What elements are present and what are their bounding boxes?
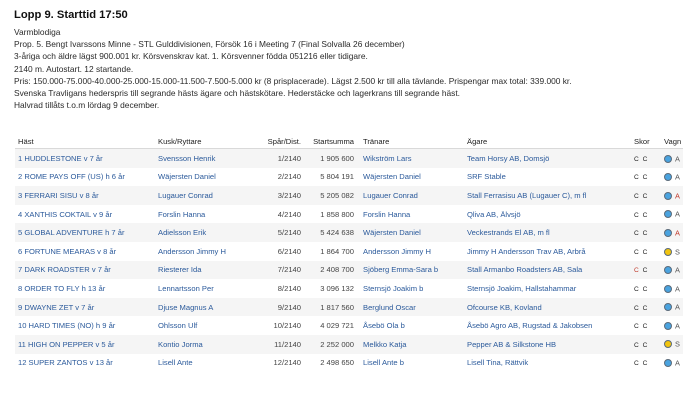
table-row (15, 354, 683, 373)
trainer-link[interactable]: Wäjersten Daniel (360, 223, 464, 242)
post-distance: 3/2140 (244, 186, 307, 205)
cart-cell (661, 261, 683, 280)
cart-cell (661, 354, 683, 373)
trainer-link[interactable]: Berglund Oscar (360, 298, 464, 317)
table-row (15, 335, 683, 354)
table-row (15, 298, 683, 317)
cart-grade: A (675, 284, 680, 294)
horse-link[interactable]: 3 FERRARI SISU v 8 år (15, 186, 155, 205)
earnings-value: 4 029 721 (307, 316, 360, 335)
post-distance: 5/2140 (244, 223, 307, 242)
cart-grade: A (675, 302, 680, 312)
shoes-cell (631, 242, 661, 261)
earnings-value: 2 498 650 (307, 354, 360, 373)
cart-dot-icon (664, 303, 672, 311)
race-line-category: Varmblodiga (14, 27, 61, 37)
cart-dot-icon (664, 359, 672, 367)
race-line-distance: 2140 m. Autostart. 12 startande. (14, 63, 134, 74)
col-post[interactable]: Spår/Dist. (244, 134, 307, 149)
driver-link[interactable]: Forslin Hanna (155, 205, 244, 224)
table-row (15, 168, 683, 187)
shoes-cell (631, 261, 661, 280)
horse-link[interactable]: 4 XANTHIS COKTAIL v 9 år (15, 205, 155, 224)
cart-grade: S (675, 247, 680, 257)
shoes-indicator: C C (634, 285, 649, 293)
post-distance: 1/2140 (244, 149, 307, 168)
earnings-value: 1 905 600 (307, 149, 360, 168)
col-horse[interactable]: Häst (15, 134, 155, 149)
cart-dot-icon (664, 173, 672, 181)
shoes-indicator: C C (634, 248, 649, 256)
post-distance: 9/2140 (244, 298, 307, 317)
shoes-cell (631, 205, 661, 224)
race-title: Lopp 9. Starttid 17:50 (14, 9, 128, 21)
earnings-value: 5 205 082 (307, 186, 360, 205)
post-distance: 11/2140 (244, 335, 307, 354)
driver-link[interactable]: Adielsson Erik (155, 223, 244, 242)
col-owner[interactable]: Ägare (464, 134, 631, 149)
earnings-value: 5 424 638 (307, 223, 360, 242)
shoes-indicator: C C (634, 211, 649, 219)
owner-link[interactable]: Qliva AB, Älvsjö (464, 205, 631, 224)
trainer-link[interactable]: Wäjersten Daniel (360, 168, 464, 187)
table-header-row (15, 134, 683, 149)
driver-link[interactable]: Svensson Henrik (155, 149, 244, 168)
cart-dot-icon (664, 285, 672, 293)
cart-dot-icon (664, 322, 672, 330)
horse-link[interactable]: 11 HIGH ON PEPPER v 5 år (15, 335, 155, 354)
post-distance: 12/2140 (244, 354, 307, 373)
cart-dot-icon (664, 155, 672, 163)
table-row (15, 149, 683, 168)
cart-grade: A (675, 209, 680, 219)
trainer-link[interactable]: Sjöberg Emma-Sara b (360, 261, 464, 280)
cart-cell (661, 186, 683, 205)
table-row (15, 223, 683, 242)
race-line-betting: Halvrad tillåts t.o.m lördag 9 december. (14, 100, 160, 111)
shoes-indicator: C C (634, 360, 649, 368)
race-line-proposition: Prop. 5. Bengt Ivarssons Minne - STL Gulddivisionen, Försök 16 i Meeting 7 (Final Solvalla 26 december) (14, 39, 405, 50)
driver-link[interactable]: Wäjersten Daniel (155, 168, 244, 187)
owner-link[interactable]: Veckestrands El AB, m fl (464, 223, 631, 242)
owner-link[interactable]: SRF Stable (464, 168, 631, 187)
horse-link[interactable]: 12 SUPER ZANTOS v 13 år (15, 354, 155, 373)
post-distance: 7/2140 (244, 261, 307, 280)
driver-link[interactable]: Ohlsson Ulf (155, 316, 244, 335)
trainer-link[interactable]: Sternsjö Joakim b (360, 279, 464, 298)
shoes-cell (631, 149, 661, 168)
cart-grade: A (675, 265, 680, 275)
driver-link[interactable]: Lisell Ante (155, 354, 244, 373)
cart-cell (661, 316, 683, 335)
cart-dot-icon (664, 229, 672, 237)
shoes-indicator: C C (634, 155, 649, 163)
owner-link[interactable]: Åsebö Agro AB, Rugstad & Jakobsen (464, 316, 631, 335)
col-earnings[interactable]: Startsumma (307, 134, 360, 149)
table-row (15, 242, 683, 261)
cart-grade: A (675, 228, 680, 238)
horse-link[interactable]: 8 ORDER TO FLY h 13 år (15, 279, 155, 298)
cart-dot-icon (664, 210, 672, 218)
earnings-value: 3 096 132 (307, 279, 360, 298)
horse-link[interactable]: 9 DWAYNE ZET v 7 år (15, 298, 155, 317)
driver-link[interactable]: Lugauer Conrad (155, 186, 244, 205)
cart-grade: A (675, 154, 680, 164)
shoes-indicator: C C (634, 323, 649, 331)
cart-grade: A (675, 358, 680, 368)
driver-link[interactable]: Riesterer Ida (155, 261, 244, 280)
table-row (15, 279, 683, 298)
post-distance: 4/2140 (244, 205, 307, 224)
shoes-cell (631, 316, 661, 335)
shoes-indicator: C C (634, 174, 649, 182)
owner-link[interactable]: Ofcourse KB, Kovland (464, 298, 631, 317)
cart-cell (661, 149, 683, 168)
shoes-cell (631, 186, 661, 205)
earnings-value: 1 817 560 (307, 298, 360, 317)
owner-link[interactable]: Stall Ferrasisu AB (Lugauer C), m fl (464, 186, 631, 205)
horse-link[interactable]: 1 HUDDLESTONE v 7 år (15, 149, 155, 168)
race-line-honors: Svenska Travligans hederspris till segrande hästs ägare och hästskötare. Hederstäcke och lagerkrans till segrande häst. (14, 88, 460, 99)
starters-table (15, 134, 683, 372)
post-distance: 10/2140 (244, 316, 307, 335)
cart-cell (661, 279, 683, 298)
col-cart: Vagn (661, 134, 683, 149)
trainer-link[interactable]: Lisell Ante b (360, 354, 464, 373)
cart-cell (661, 223, 683, 242)
trainer-link[interactable]: Åsebö Ola b (360, 316, 464, 335)
shoes-cell (631, 335, 661, 354)
trainer-link[interactable]: Wikström Lars (360, 149, 464, 168)
shoes-cell (631, 168, 661, 187)
earnings-value: 5 804 191 (307, 168, 360, 187)
owner-link[interactable]: Pepper AB & Silkstone HB (464, 335, 631, 354)
shoes-cell (631, 279, 661, 298)
shoes-indicator: C C (634, 230, 649, 238)
race-header (0, 0, 692, 111)
horse-link[interactable]: 7 DARK ROADSTER v 7 år (15, 261, 155, 280)
earnings-value: 2 408 700 (307, 261, 360, 280)
post-distance: 8/2140 (244, 279, 307, 298)
horse-link[interactable]: 5 GLOBAL ADVENTURE h 7 år (15, 223, 155, 242)
shoes-cell (631, 223, 661, 242)
shoes-indicator: C C (634, 192, 649, 200)
table-row (15, 205, 683, 224)
col-driver[interactable]: Kusk/Ryttare (155, 134, 244, 149)
cart-cell (661, 205, 683, 224)
post-distance: 2/2140 (244, 168, 307, 187)
race-line-prizes: Pris: 150.000-75.000-40.000-25.000-15.000-11.500-7.500-5.000 kr (8 prisplacerade). Lägst 2.500 kr till alla tävlande. Prispengar max total: 339.000 kr. (14, 75, 572, 86)
earnings-value: 1 864 700 (307, 242, 360, 261)
trainer-link[interactable]: Forslin Hanna (360, 205, 464, 224)
cart-dot-icon (664, 192, 672, 200)
owner-link[interactable]: Team Horsy AB, Domsjö (464, 149, 631, 168)
cart-cell (661, 168, 683, 187)
table-row (15, 261, 683, 280)
shoes-cell (631, 298, 661, 317)
cart-grade: A (675, 321, 680, 331)
cart-grade: S (675, 339, 680, 349)
driver-link[interactable]: Kontio Jorma (155, 335, 244, 354)
cart-grade: A (675, 191, 680, 201)
post-distance: 6/2140 (244, 242, 307, 261)
earnings-value: 2 252 000 (307, 335, 360, 354)
cart-dot-icon (664, 248, 672, 256)
race-line-eligibility: 3-åriga och äldre lägst 900.001 kr. Körsvenskrav kat. 1. Körsvenner födda 051216 eller tidigare. (14, 51, 368, 62)
cart-dot-icon (664, 266, 672, 274)
cart-cell (661, 298, 683, 317)
horse-link[interactable]: 10 HARD TIMES (NO) h 9 år (15, 316, 155, 335)
driver-link[interactable]: Andersson Jimmy H (155, 242, 244, 261)
table-row (15, 316, 683, 335)
horse-link[interactable]: 6 FORTUNE MEARAS v 8 år (15, 242, 155, 261)
earnings-value: 1 858 800 (307, 205, 360, 224)
col-shoes: Skor (631, 134, 661, 149)
driver-link[interactable]: Lennartsson Per (155, 279, 244, 298)
owner-link[interactable]: Jimmy H Andersson Trav AB, Arbrå (464, 242, 631, 261)
trainer-link[interactable]: Melkko Katja (360, 335, 464, 354)
shoes-cell (631, 354, 661, 373)
col-trainer[interactable]: Tränare (360, 134, 464, 149)
starters-body (15, 149, 683, 373)
cart-cell (661, 335, 683, 354)
table-row (15, 186, 683, 205)
trainer-link[interactable]: Lugauer Conrad (360, 186, 464, 205)
shoes-indicator: C C (634, 341, 649, 349)
cart-grade: A (675, 172, 680, 182)
cart-cell (661, 242, 683, 261)
shoes-indicator: C C (634, 267, 649, 275)
owner-link[interactable]: Sternsjö Joakim, Hallstahammar (464, 279, 631, 298)
owner-link[interactable]: Lisell Tina, Rättvik (464, 354, 631, 373)
horse-link[interactable]: 2 ROME PAYS OFF (US) h 6 år (15, 168, 155, 187)
trainer-link[interactable]: Andersson Jimmy H (360, 242, 464, 261)
shoes-indicator: C C (634, 304, 649, 312)
cart-dot-icon (664, 340, 672, 348)
driver-link[interactable]: Djuse Magnus A (155, 298, 244, 317)
owner-link[interactable]: Stall Armanbo Roadsters AB, Sala (464, 261, 631, 280)
